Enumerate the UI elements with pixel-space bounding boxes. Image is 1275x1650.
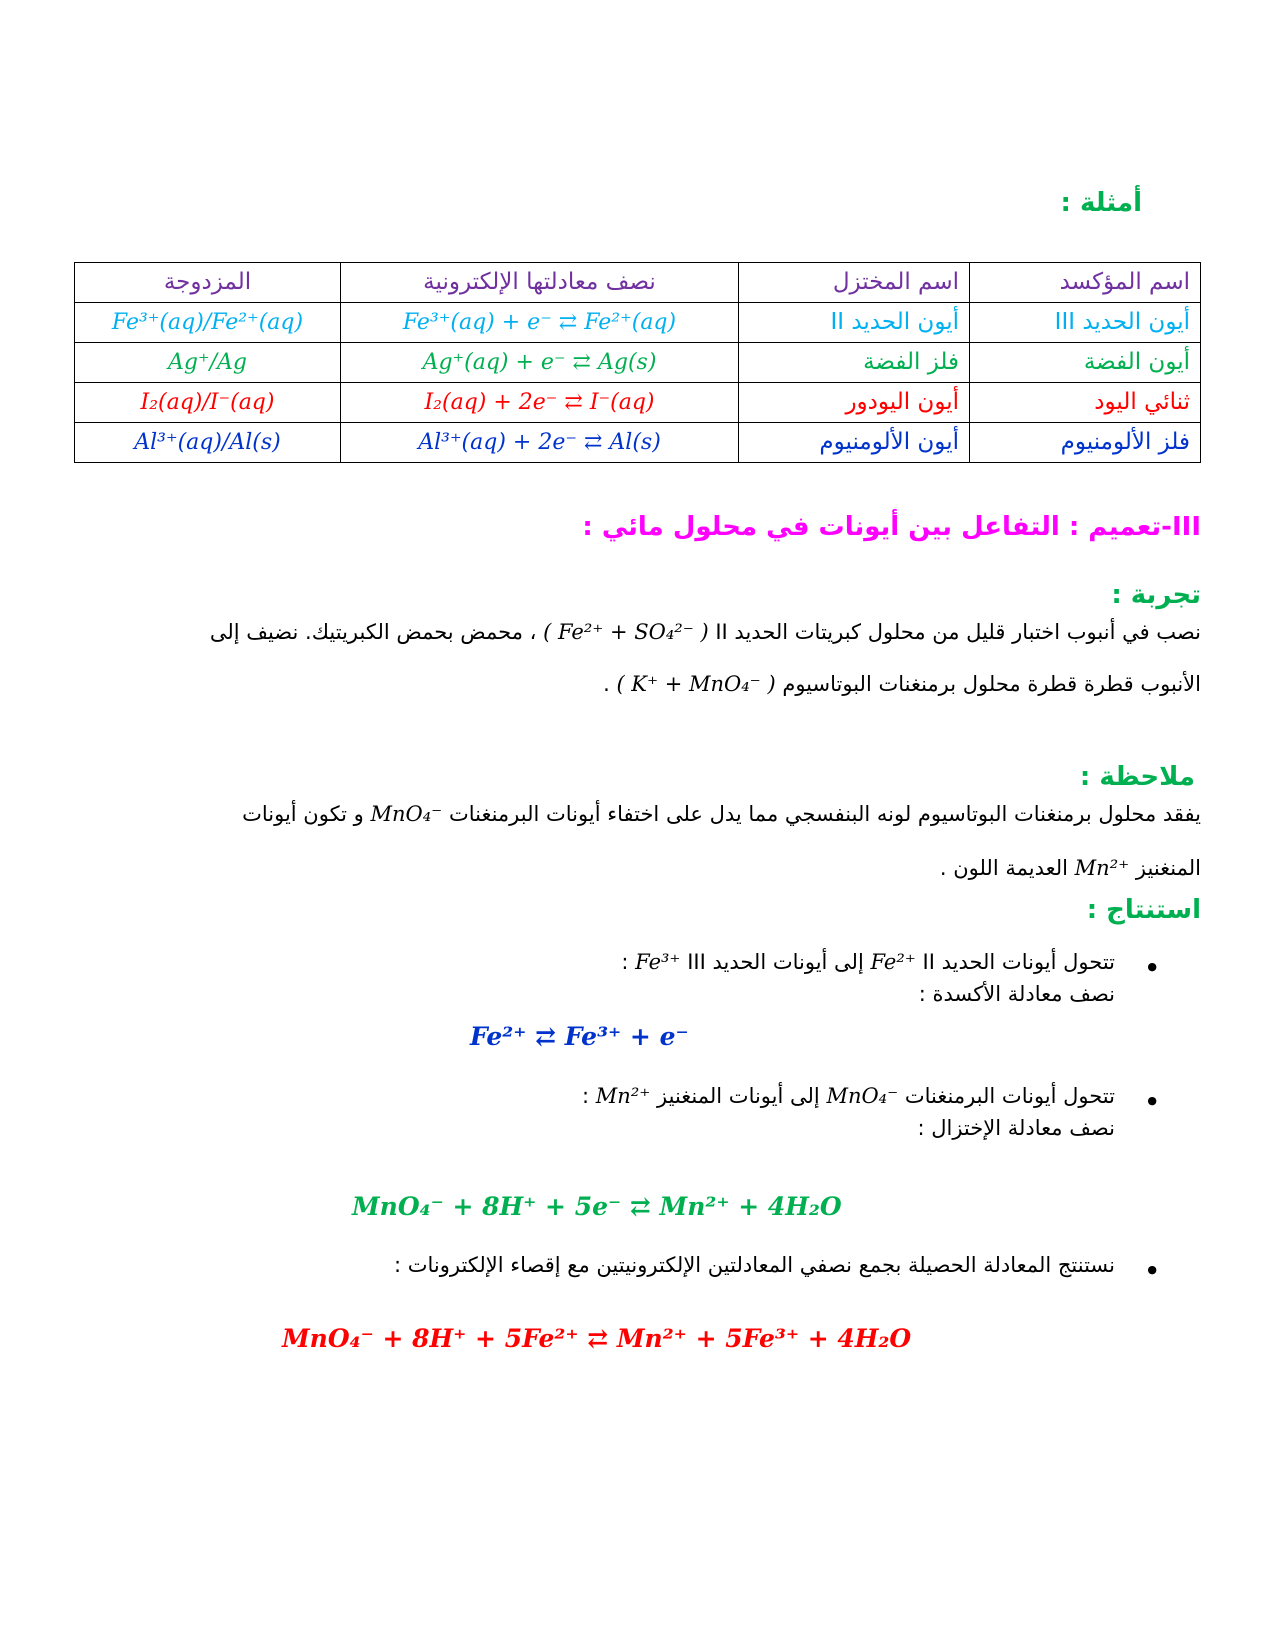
section-title: III-تعميم : التفاعل بين أيونات في محلول مائي : [582,512,1201,542]
examples-table [74,262,1201,463]
note-line-2 [940,856,1201,881]
bullet-text: إلى أيونات المنغنيز [657,1084,820,1108]
cell-oxidizer: فلز الألومنيوم [970,423,1201,463]
oxidation-label: نصف معادلة الأكسدة : [918,982,1115,1006]
cell-oxidizer: أيون الفضة [970,343,1201,383]
experiment-text: ، محمض بحمض الكبريتيك. نضيف إلى [209,620,537,644]
formula-iron-sulfate: ( Fe²⁺ + SO₄²⁻ ) [543,620,709,644]
formula-fe2: Fe²⁺ [870,950,916,974]
experiment-text: الأنبوب قطرة قطرة محلول برمنغنات البوتاسيوم [782,672,1201,696]
bullet-text: : [582,1084,590,1108]
formula-permanganate: ( K⁺ + MnO₄⁻ ) [616,672,776,696]
cell-half-equation: Fe³⁺(aq) + e⁻ ⇄ Fe²⁺(aq) [341,303,739,343]
conclusion-bullet-3: ● نستنتج المعادلة الحصيلة بجمع نصفي المعادلتين الإلكترونيتين مع إقصاء الإلكترونات : [394,1253,1115,1278]
header-half-equation: نصف معادلتها الإلكترونية [341,263,739,303]
header-oxidizer: اسم المؤكسد [970,263,1201,303]
cell-couple: Ag⁺/Ag [75,343,341,383]
oxidation-equation: Fe²⁺ ⇄ Fe³⁺ + e⁻ [470,1022,689,1051]
cell-oxidizer: أيون الحديد III [970,303,1201,343]
reduction-label: نصف معادلة الإختزال : [917,1116,1115,1140]
conclusion-bullet-2 [582,1084,1115,1109]
cell-half-equation: I₂(aq) + 2e⁻ ⇄ I⁻(aq) [341,383,739,423]
note-text: المنغنيز [1135,856,1201,880]
conclusion-bullet-1 [621,950,1115,975]
note-text: و تكون أيونات [242,802,364,826]
cell-reducer: أيون الألومنيوم [739,423,970,463]
note-line-1 [242,802,1201,827]
header-reducer: اسم المختزل [739,263,970,303]
table-row [75,343,1201,383]
examples-title: أمثلة : [1060,188,1142,218]
cell-couple: Fe³⁺(aq)/Fe²⁺(aq) [75,303,341,343]
cell-reducer: أيون اليودور [739,383,970,423]
table-row [75,303,1201,343]
note-text: العديمة اللون . [939,856,1068,880]
formula-mn2: Mn²⁺ [595,1084,651,1108]
reduction-equation: MnO₄⁻ + 8H⁺ + 5e⁻ ⇄ Mn²⁺ + 4H₂O [352,1192,842,1221]
table-row [75,423,1201,463]
experiment-line-1 [74,620,1201,645]
cell-reducer: فلز الفضة [739,343,970,383]
cell-couple: I₂(aq)/I⁻(aq) [75,383,341,423]
bullet-text: إلى أيونات الحديد III [687,950,864,974]
bullet-text: : [621,950,629,974]
overall-equation: MnO₄⁻ + 8H⁺ + 5Fe²⁺ ⇄ Mn²⁺ + 5Fe³⁺ + 4H₂O [282,1324,912,1353]
table-header-row [75,263,1201,303]
cell-oxidizer: ثنائي اليود [970,383,1201,423]
experiment-line-2 [603,672,1201,697]
note-title: ملاحظة : [1079,762,1195,792]
cell-reducer: أيون الحديد II [739,303,970,343]
bullet-text: تتحول أيونات الحديد II [922,950,1115,974]
formula-fe3: Fe³⁺ [635,950,681,974]
table-row [75,383,1201,423]
experiment-text: نصب في أنبوب اختبار قليل من محلول كبريتات الحديد II [715,620,1201,644]
cell-half-equation: Al³⁺(aq) + 2e⁻ ⇄ Al(s) [341,423,739,463]
conclusion-title: استنتاج : [1086,895,1201,925]
bullet-text: تتحول أيونات البرمنغنات [904,1084,1115,1108]
experiment-text: . [603,672,610,696]
formula-mno4: MnO₄⁻ [370,802,443,826]
cell-couple: Al³⁺(aq)/Al(s) [75,423,341,463]
formula-mn2: Mn²⁺ [1074,856,1130,880]
cell-half-equation: Ag⁺(aq) + e⁻ ⇄ Ag(s) [341,343,739,383]
header-couple: المزدوجة [75,263,341,303]
note-text: يفقد محلول برمنغنات البوتاسيوم لونه البنفسجي مما يدل على اختفاء أيونات البرمنغنات [448,802,1201,826]
formula-mno4: MnO₄⁻ [826,1084,899,1108]
experiment-title: تجربة : [1111,580,1201,610]
